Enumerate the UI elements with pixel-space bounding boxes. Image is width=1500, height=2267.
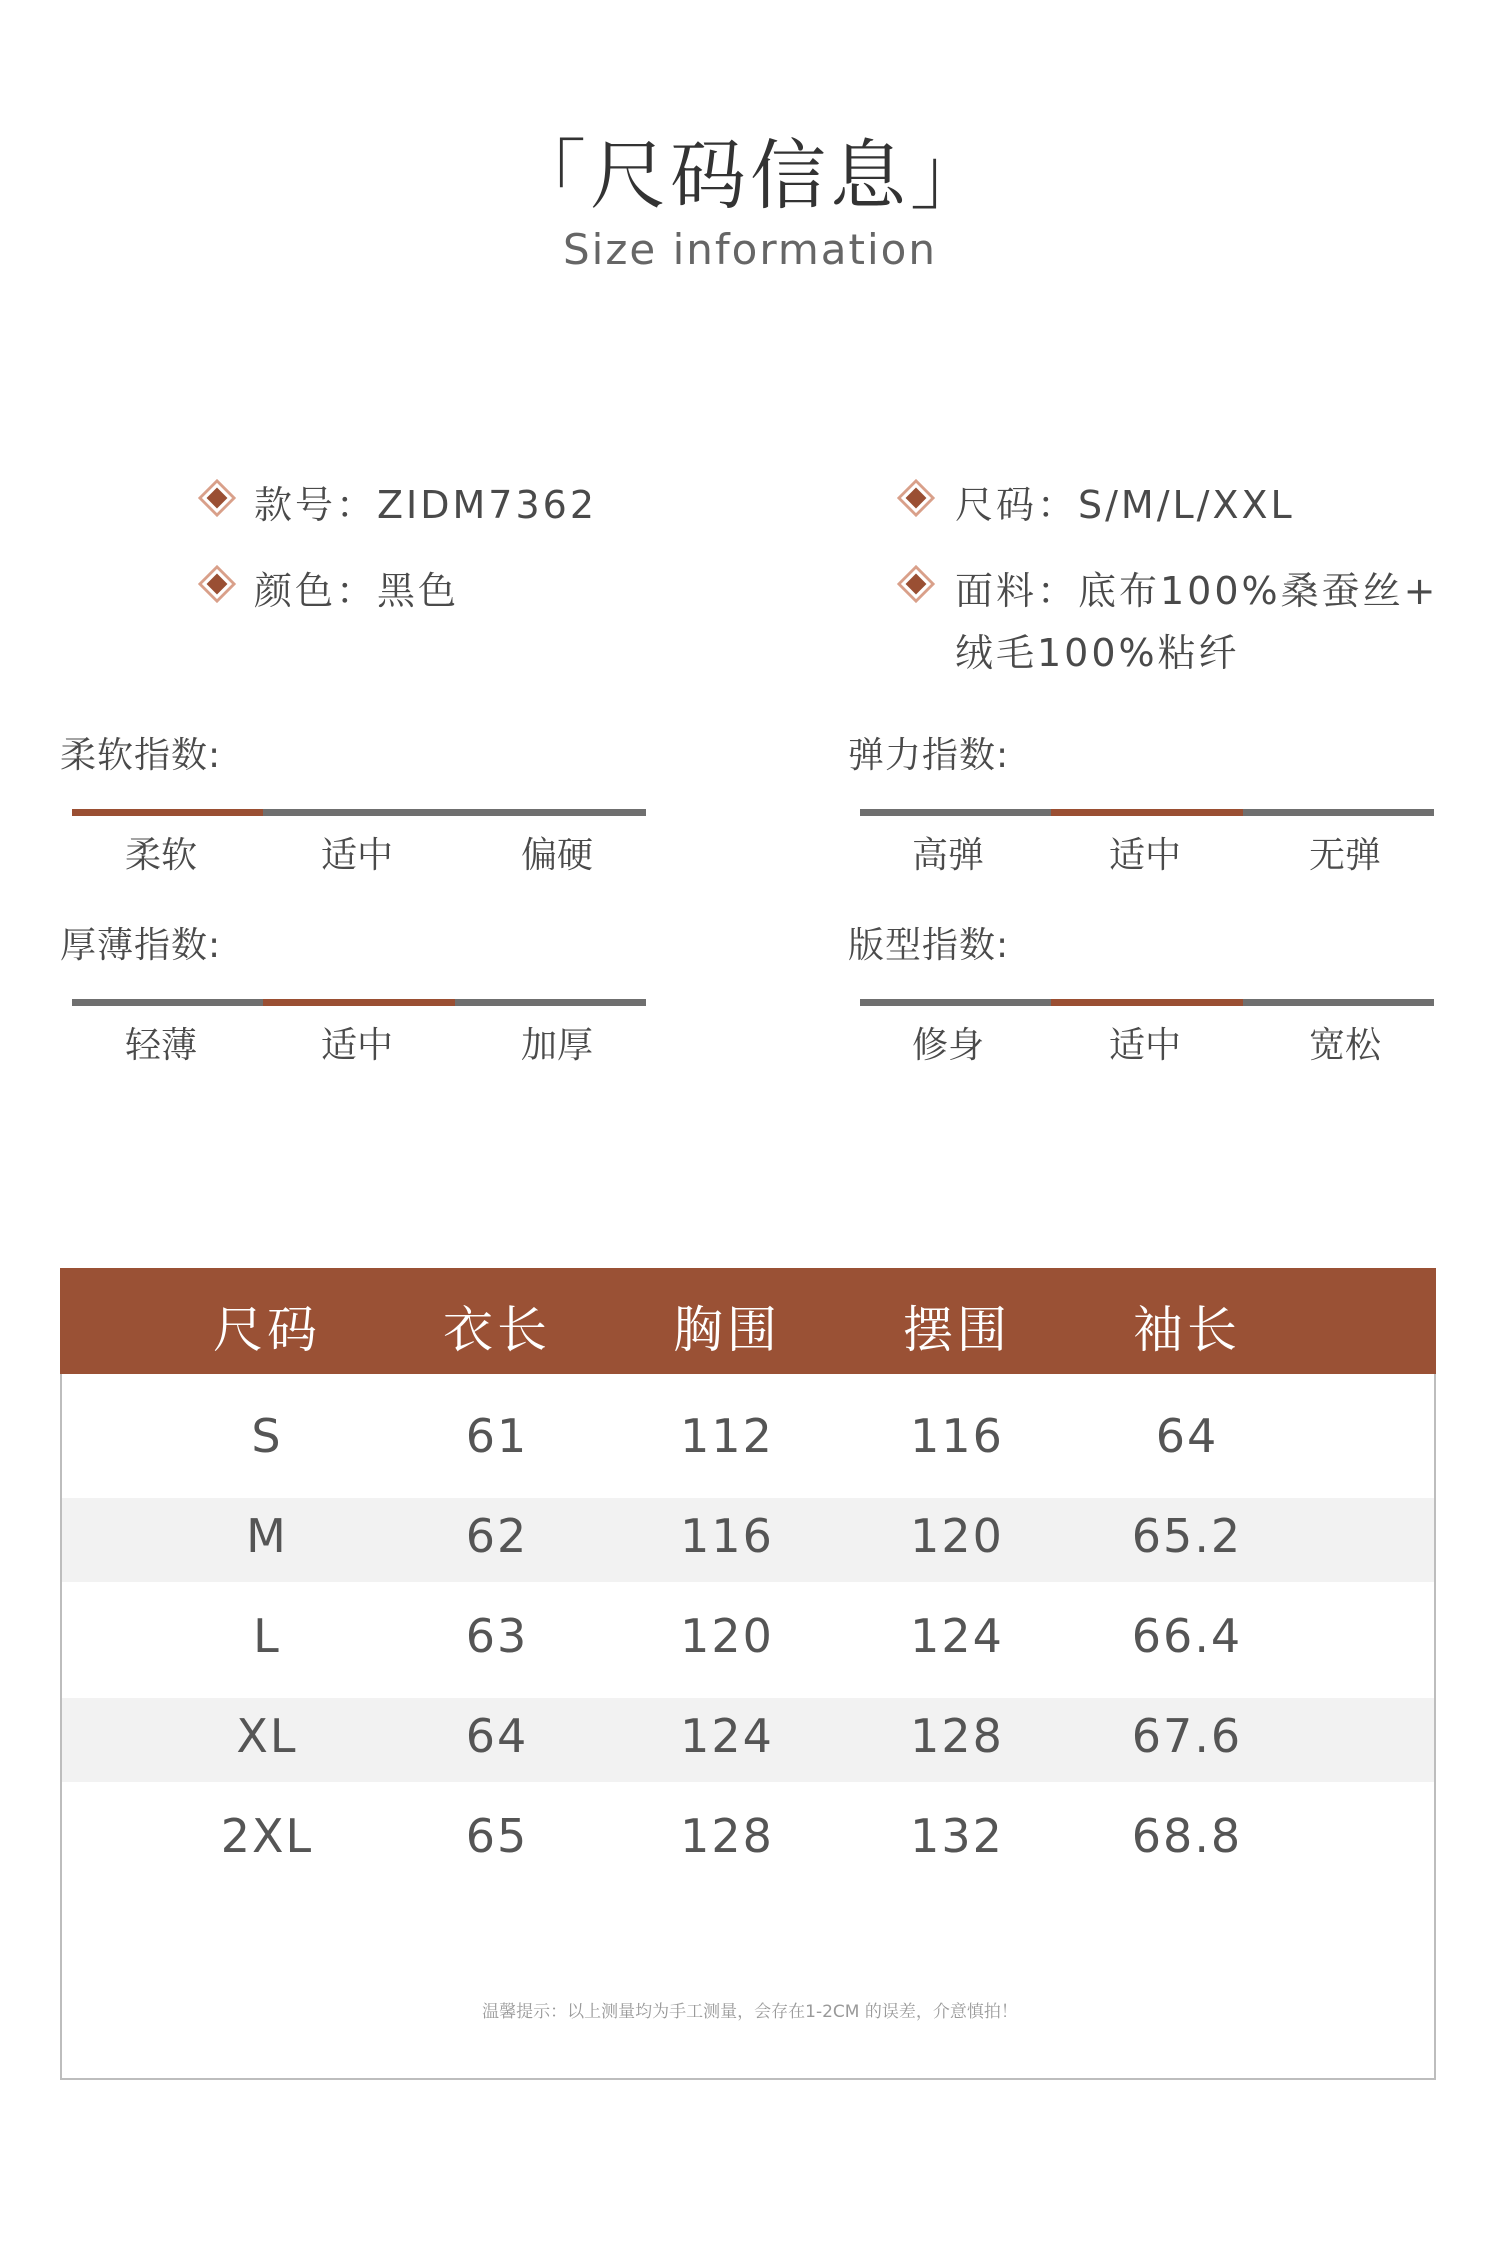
fit-option-medium: 适中 xyxy=(1108,1025,1181,1066)
cell-sleeve: 66.4 xyxy=(1131,1609,1243,1663)
item-number: 款号：ZIDM7362 xyxy=(254,483,597,527)
bar-segment xyxy=(1243,809,1434,816)
fit-index-label: 版型指数: xyxy=(848,925,1010,966)
thickness-option-medium: 适中 xyxy=(320,1025,393,1066)
item-fabric-line2: 绒毛100%粘纤 xyxy=(955,631,1240,675)
elasticity-option-medium: 适中 xyxy=(1108,835,1181,876)
elasticity-option-high: 高弹 xyxy=(911,835,984,876)
item-fabric-line1: 面料：底布100%桑蚕丝+ xyxy=(955,569,1439,613)
thickness-index-label: 厚薄指数: xyxy=(60,925,222,966)
cell-length: 61 xyxy=(465,1409,529,1463)
diamond-bullet-icon xyxy=(198,479,236,517)
fit-option-loose: 宽松 xyxy=(1308,1025,1381,1066)
bar-segment xyxy=(455,999,646,1006)
cell-hem: 120 xyxy=(910,1509,1004,1563)
bar-segment xyxy=(72,809,263,816)
bar-segment xyxy=(1243,999,1434,1006)
header-sleeve: 袖长 xyxy=(1133,1301,1241,1359)
cell-size: S xyxy=(251,1409,283,1463)
thickness-option-thin: 轻薄 xyxy=(124,1025,197,1066)
diamond-bullet-icon xyxy=(897,479,935,517)
cell-length: 64 xyxy=(465,1709,529,1763)
cell-chest: 128 xyxy=(680,1809,774,1863)
thickness-index-bar xyxy=(72,999,646,1006)
softness-index-label: 柔软指数: xyxy=(60,735,222,776)
header-size: 尺码 xyxy=(213,1301,321,1359)
cell-size: 2XL xyxy=(220,1809,314,1863)
cell-hem: 124 xyxy=(910,1609,1004,1663)
cell-sleeve: 67.6 xyxy=(1131,1709,1243,1763)
elasticity-index-label: 弹力指数: xyxy=(848,735,1010,776)
diamond-bullet-icon xyxy=(897,565,935,603)
page-subtitle: Size information xyxy=(563,225,937,274)
bar-segment xyxy=(263,999,455,1006)
softness-option-hard: 偏硬 xyxy=(520,835,593,876)
page-title: 「尺码信息」 xyxy=(510,131,990,220)
bar-segment xyxy=(455,809,646,816)
thickness-option-thick: 加厚 xyxy=(520,1025,593,1066)
softness-option-soft: 柔软 xyxy=(124,835,197,876)
bar-segment xyxy=(860,999,1051,1006)
cell-hem: 128 xyxy=(910,1709,1004,1763)
item-color: 颜色：黑色 xyxy=(254,569,460,613)
cell-chest: 120 xyxy=(680,1609,774,1663)
cell-length: 62 xyxy=(465,1509,529,1563)
cell-sleeve: 64 xyxy=(1155,1409,1219,1463)
cell-length: 63 xyxy=(465,1609,529,1663)
header-chest: 胸围 xyxy=(673,1301,781,1359)
bar-segment xyxy=(72,999,263,1006)
item-sizes: 尺码：S/M/L/XXL xyxy=(955,483,1295,527)
cell-hem: 132 xyxy=(910,1809,1004,1863)
cell-chest: 124 xyxy=(680,1709,774,1763)
softness-index-bar xyxy=(72,809,646,816)
softness-option-medium: 适中 xyxy=(320,835,393,876)
fit-index-bar xyxy=(860,999,1434,1006)
cell-size: M xyxy=(246,1509,288,1563)
bar-segment xyxy=(860,809,1051,816)
bar-segment xyxy=(263,809,455,816)
cell-length: 65 xyxy=(465,1809,529,1863)
cell-chest: 116 xyxy=(680,1509,774,1563)
bar-segment xyxy=(1051,999,1243,1006)
cell-sleeve: 65.2 xyxy=(1131,1509,1243,1563)
cell-hem: 116 xyxy=(910,1409,1004,1463)
elasticity-index-bar xyxy=(860,809,1434,816)
header-length: 衣长 xyxy=(443,1301,551,1359)
cell-size: XL xyxy=(236,1709,298,1763)
cell-chest: 112 xyxy=(680,1409,774,1463)
cell-sleeve: 68.8 xyxy=(1131,1809,1243,1863)
diamond-bullet-icon xyxy=(198,565,236,603)
elasticity-option-none: 无弹 xyxy=(1308,835,1381,876)
cell-size: L xyxy=(253,1609,281,1663)
fit-option-slim: 修身 xyxy=(911,1025,984,1066)
measurement-note: 温馨提示：以上测量均为手工测量，会存在1-2CM 的误差，介意慎拍！ xyxy=(482,2002,1018,2022)
header-hem: 摆围 xyxy=(903,1301,1011,1359)
bar-segment xyxy=(1051,809,1243,816)
